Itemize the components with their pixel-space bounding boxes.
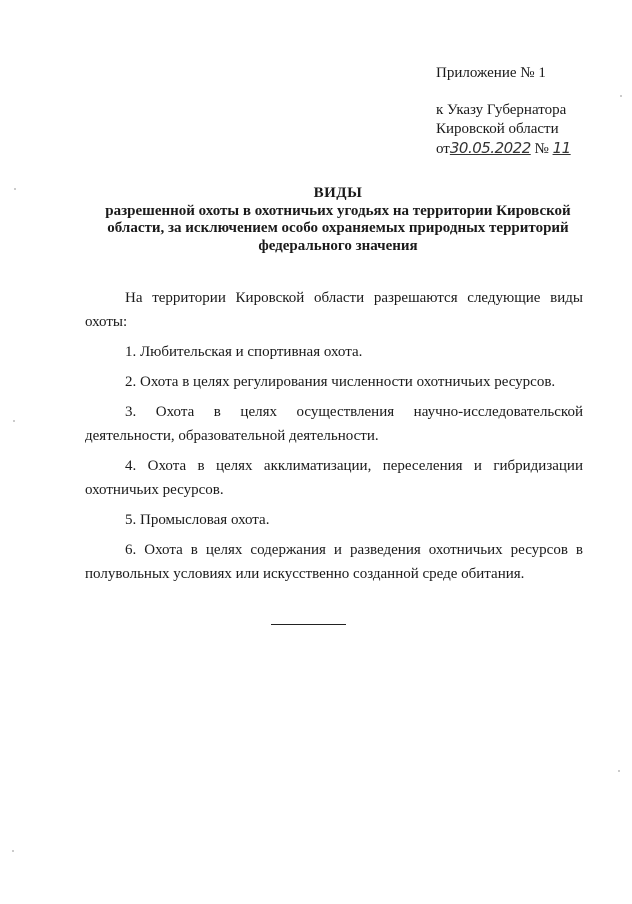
document-title	[96, 185, 580, 255]
document-body	[85, 286, 583, 592]
list-item: 2. Охота в целях регулирования численности охотничьих ресурсов.	[125, 374, 556, 390]
intro-paragraph: На территории Кировской области разрешаются следующие виды охоты:	[85, 290, 583, 330]
scan-speck	[618, 770, 620, 772]
decree-date-line	[436, 139, 571, 159]
list-item: 4. Охота в целях акклиматизации, переселения и гибридизации охотничьих ресурсов.	[85, 458, 583, 498]
list-item: 3. Охота в целях осуществления научно-исследовательской деятельности, образовательной деятельности.	[85, 404, 583, 444]
title-subtitle-line-3: федерального значения	[258, 237, 418, 254]
list-item: 5. Промысловая охота.	[125, 512, 270, 528]
region-name: Кировской области	[436, 121, 559, 137]
handwritten-number: 11	[552, 139, 571, 157]
scan-speck	[12, 850, 14, 852]
appendix-header	[436, 64, 571, 159]
list-item: 6. Охота в целях содержания и разведения охотничьих ресурсов в полувольных условиях или искусственно созданной среде обитания.	[85, 542, 583, 582]
scan-speck	[620, 95, 622, 97]
scan-speck	[13, 420, 15, 422]
end-divider-line	[271, 624, 346, 625]
list-item: 1. Любительская и спортивная охота.	[125, 344, 363, 360]
number-prefix: №	[534, 141, 549, 157]
title-subtitle-line-2: области, за исключением особо охраняемых природных территорий	[107, 220, 569, 236]
scan-speck	[14, 188, 16, 190]
handwritten-date: 30.05.2022	[449, 139, 531, 157]
title-subtitle-line-1: разрешенной охоты в охотничьих угодьях на территории Кировской	[105, 202, 571, 219]
date-prefix: от	[436, 141, 450, 157]
decree-reference: к Указу Губернатора	[436, 102, 567, 118]
appendix-number: Приложение № 1	[436, 65, 546, 81]
title-main: ВИДЫ	[313, 185, 363, 201]
